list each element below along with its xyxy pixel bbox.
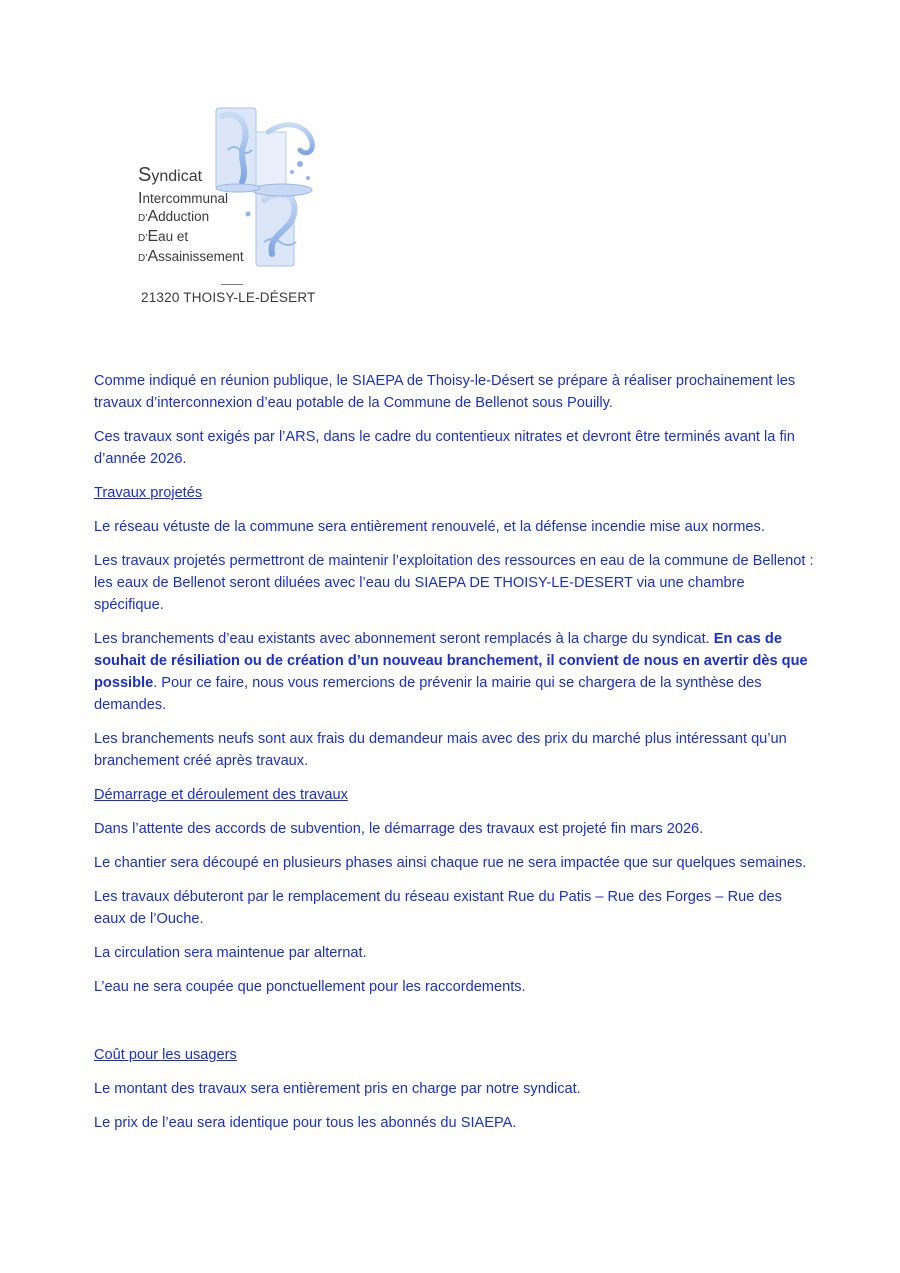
logo-divider [221, 284, 243, 285]
demarrage-paragraph-1: Dans l’attente des accords de subvention, le démarrage des travaux est projeté fin mars 2026. [94, 821, 704, 837]
logo-line-intercommunal: Intercommunal [138, 190, 228, 207]
demarrage-paragraph-2: Le chantier sera découpé en plusieurs phases ainsi chaque rue ne sera impactée que sur quelques semaines. [94, 855, 807, 871]
logo-line-assainissement: D’Assainissement [138, 248, 244, 265]
travaux-notice-bold: En cas de souhait de résiliation ou de création d’un nouveau branchement, il convient de nous en avertir dès que possible [94, 631, 808, 691]
demarrage-paragraph-5: L’eau ne sera coupée que ponctuellement pour les raccordements. [94, 979, 526, 995]
section-spacer [94, 1010, 814, 1044]
intro-paragraph-2: Ces travaux sont exigés par l’ARS, dans le cadre du contentieux nitrates et devront être terminés avant la fin d’année 2026. [94, 429, 795, 467]
travaux-paragraph-2: Les travaux projetés permettront de maintenir l’exploitation des ressources en eau de la commune de Bellenot : les eaux de Bellenot seront diluées avec l’eau du SIAEPA DE THOISY-LE-DESERT via une chambre spécifique. [94, 553, 814, 613]
syndicate-logo [138, 104, 328, 314]
cout-paragraph-2: Le prix de l’eau sera identique pour tous les abonnés du SIAEPA. [94, 1115, 517, 1131]
travaux-paragraph-1: Le réseau vétuste de la commune sera entièrement renouvelé, et la défense incendie mise aux normes. [94, 519, 765, 535]
travaux-paragraph-4: Les branchements neufs sont aux frais du demandeur mais avec des prix du marché plus intéressant qu’un branchement créé après travaux. [94, 731, 787, 769]
demarrage-paragraph-3: Les travaux débuteront par le remplacement du réseau existant Rue du Patis – Rue des Forges – Rue des eaux de l’Ouche. [94, 889, 782, 927]
logo-line-eau: D’Eau et [138, 228, 189, 245]
logo-line-syndicat: Syndicat [138, 164, 203, 186]
travaux-paragraph-3: Les branchements d’eau existants avec abonnement seront remplacés à la charge du syndicat. En cas de souhait de résiliation ou de création d’un nouveau branchement, il convient de nous en avertir dès que possible. Pour ce faire, nous vous remercions de prévenir la mairie qui se chargera de la synthèse des demandes. [94, 631, 808, 713]
logo-wordmark [138, 162, 244, 268]
heading-cout: Coût pour les usagers [94, 1047, 237, 1063]
letter-body [94, 370, 814, 1146]
intro-paragraph-1: Comme indiqué en réunion publique, le SIAEPA de Thoisy-le-Désert se prépare à réaliser prochainement les travaux d’interconnexion d’eau potable de la Commune de Bellenot sous Pouilly. [94, 373, 796, 411]
heading-demarrage: Démarrage et déroulement des travaux [94, 787, 348, 803]
cout-paragraph-1: Le montant des travaux sera entièrement pris en charge par notre syndicat. [94, 1081, 581, 1097]
logo-address: 21320 THOISY-LE-DÉSERT [141, 290, 316, 305]
demarrage-paragraph-4: La circulation sera maintenue par alternat. [94, 945, 367, 961]
heading-travaux-projetes: Travaux projetés [94, 485, 203, 501]
logo-line-adduction: D’Adduction [138, 208, 210, 225]
